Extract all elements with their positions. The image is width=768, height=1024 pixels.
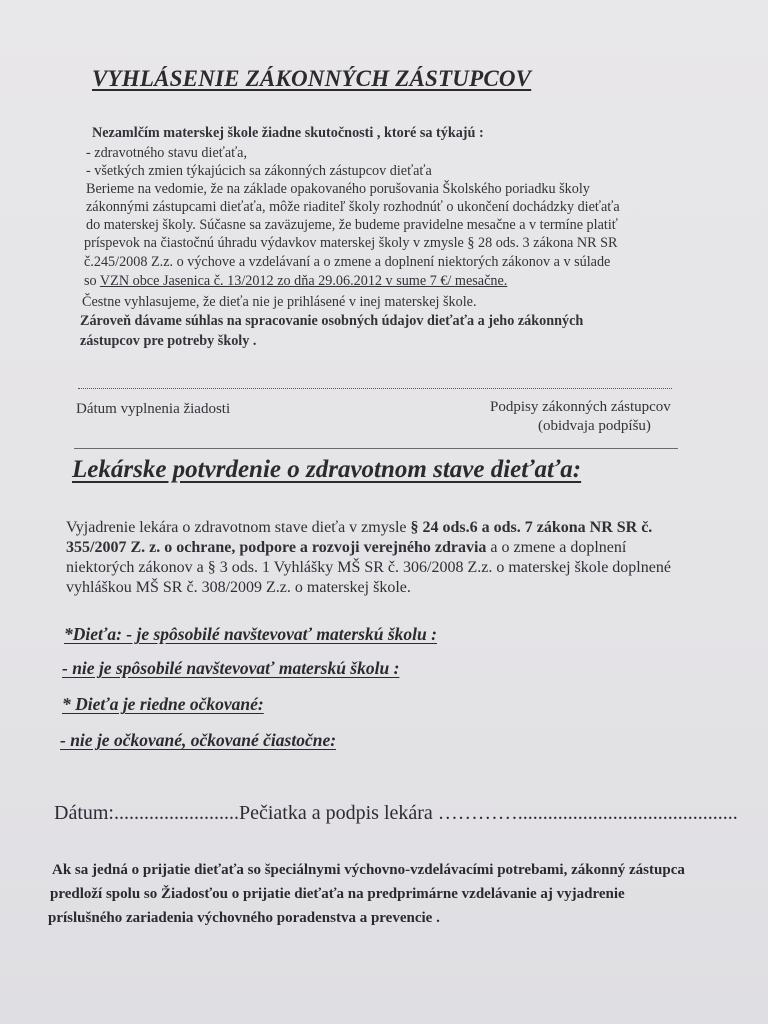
special-needs-note-line: Ak sa jedná o prijatie dieťaťa so špeciálnymi výchovno-vzdelávacími potrebami, zákonný zástupca xyxy=(52,862,685,878)
medical-para-line-4: vyhláškou MŠ SR č. 308/2009 Z.z. o materskej škole. xyxy=(66,579,411,596)
option-child-not-fit: - nie je spôsobilé navštevovať materskú školu : xyxy=(62,658,400,678)
declaration-lead: Nezamlčím materskej škole žiadne skutočnosti , ktoré sa týkajú : xyxy=(92,125,484,141)
declaration-para-line: Čestne vyhlasujeme, že dieťa nie je prihlásené v inej materskej škole. xyxy=(82,294,477,310)
declaration-para-line: do materskej školy. Súčasne sa zaväzujeme, že budeme pravidelne mesačne a v termíne platiť xyxy=(86,217,618,233)
option-child-fit: *Dieťa: - je spôsobilé navštevovať materskú školu : xyxy=(64,624,437,644)
medical-text: Vyjadrenie lekára o zdravotnom stave dieťa v zmysle xyxy=(66,519,411,536)
special-needs-note-line: predloží spolu so Žiadosťou o prijatie dieťaťa na predprimárne vzdelávanie aj vyjadrenie xyxy=(50,886,625,902)
declaration-para-line: príspevok na čiastočnú úhradu výdavkov materskej školy v zmysle § 28 ods. 3 zákona NR SR xyxy=(84,235,618,251)
special-needs-note-line: príslušného zariadenia výchovného poradenstva a prevencie . xyxy=(48,910,440,926)
signature-dotted-line xyxy=(78,388,672,389)
medical-law-ref: 355/2007 Z. z. o ochrane, podpore a rozvoji verejného zdravia xyxy=(66,539,487,556)
date-filled-label: Dátum vyplnenia žiadosti xyxy=(76,401,231,417)
declaration-vzn-line xyxy=(84,272,507,290)
declaration-item-changes: - všetkých zmien týkajúcich sa zákonných zástupcov dieťaťa xyxy=(86,163,432,179)
parents-signature-label: Podpisy zákonných zástupcov xyxy=(490,399,671,415)
medical-para-line-1 xyxy=(66,518,652,538)
medical-para-line-2 xyxy=(66,538,626,558)
vzn-prefix: so xyxy=(84,273,100,289)
vzn-reference: VZN obce Jasenica č. 13/2012 zo dňa 29.06.2012 v sume 7 €/ mesačne. xyxy=(99,273,508,289)
declaration-consent-line: zástupcov pre potreby školy . xyxy=(80,333,257,349)
declaration-para-line: zákonnými zástupcami dieťaťa, môže riaditeľ školy rozhodnúť o ukončení dochádzky dieťaťa xyxy=(86,199,620,215)
declaration-para-line: Berieme na vedomie, že na základe opakovaného porušovania Školského poriadku školy xyxy=(86,181,590,197)
parents-signature-note: (obidvaja podpíšu) xyxy=(538,418,651,434)
medical-confirmation-title: Lekárske potvrdenie o zdravotnom stave dieťaťa: xyxy=(72,456,582,483)
medical-text: a o zmene a doplnení xyxy=(486,539,627,556)
section-divider xyxy=(74,448,678,449)
doctor-signature-line: Dátum:.........................Pečiatka a podpis lekára …………............................................ xyxy=(54,802,738,824)
option-not-vaccinated: - nie je očkované, očkované čiastočne: xyxy=(60,730,337,750)
declaration-item-health: - zdravotného stavu dieťaťa, xyxy=(86,145,248,161)
medical-law-ref: § 24 ods.6 a ods. 7 zákona NR SR č. xyxy=(410,519,653,536)
declaration-para-line: č.245/2008 Z.z. o výchove a vzdelávaní a o zmene a doplnení niektorých zákonov a v súlade xyxy=(84,254,611,270)
medical-para-line-3: niektorých zákonov a § 3 ods. 1 Vyhlášky MŠ SR č. 306/2008 Z.z. o materskej škole doplnené xyxy=(66,559,671,576)
declaration-consent-line: Zároveň dávame súhlas na spracovanie osobných údajov dieťaťa a jeho zákonných xyxy=(80,313,584,329)
declaration-title: VYHLÁSENIE ZÁKONNÝCH ZÁSTUPCOV xyxy=(92,66,532,91)
option-vaccinated: * Dieťa je riedne očkované: xyxy=(62,694,264,714)
